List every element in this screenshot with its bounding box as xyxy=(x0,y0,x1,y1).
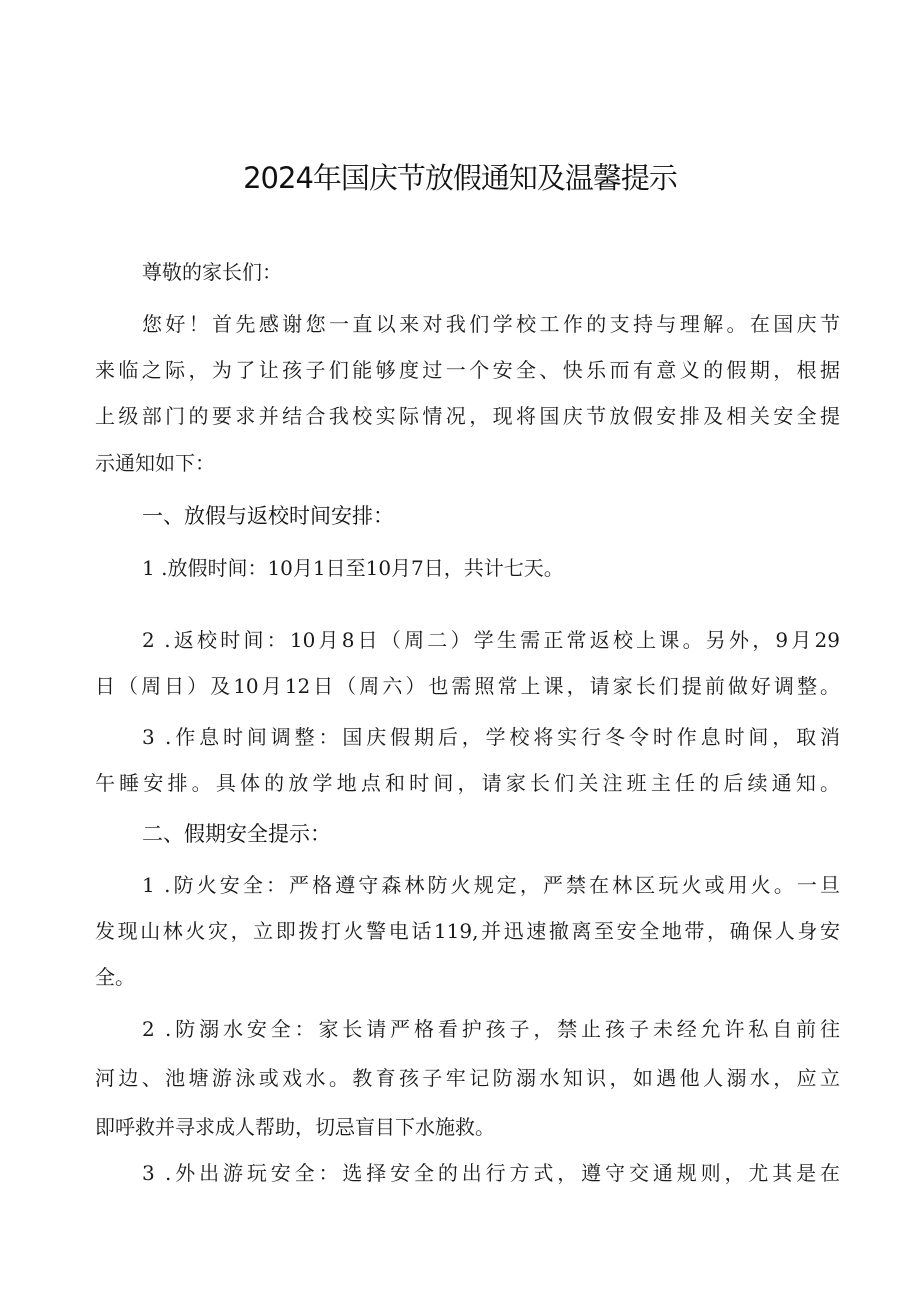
paragraph-line: 日（周日）及10月12日（周六）也需照常上课，请家长们提前做好调整。 xyxy=(95,674,840,698)
paragraph-line: 午睡安排。具体的放学地点和时间，请家长们关注班主任的后续通知。 xyxy=(95,771,840,795)
paragraph-line: 1 .放假时间：10月1日至10月7日，共计七天。 xyxy=(142,556,564,580)
greeting: 尊敬的家长们： xyxy=(142,260,282,284)
intro-line: 上级部门的要求并结合我校实际情况，现将国庆节放假安排及相关安全提 xyxy=(95,404,840,428)
intro-line: 您好！首先感谢您一直以来对我们学校工作的支持与理解。在国庆节 xyxy=(142,312,840,336)
paragraph-line: 发现山林火灾，立即拨打火警电话119,并迅速撤离至安全地带，确保人身安 xyxy=(95,919,840,943)
paragraph-line: 即呼救并寻求成人帮助，切忌盲目下水施救。 xyxy=(95,1115,495,1139)
paragraph-line: 2 .防溺水安全：家长请严格看护孩子，禁止孩子未经允许私自前往 xyxy=(142,1017,840,1041)
intro-line: 来临之际，为了让孩子们能够度过一个安全、快乐而有意义的假期，根据 xyxy=(95,358,840,382)
paragraph-line: 2 .返校时间：10月8日（周二）学生需正常返校上课。另外，9月29 xyxy=(142,628,840,652)
paragraph-line: 3 .作息时间调整：国庆假期后，学校将实行冬令时作息时间，取消 xyxy=(142,725,840,749)
intro-line: 示通知如下： xyxy=(95,451,215,475)
section-heading-safety: 二、假期安全提示： xyxy=(142,822,331,846)
paragraph-line: 1 .防火安全：严格遵守森林防火规定，严禁在林区玩火或用火。一旦 xyxy=(142,873,840,897)
paragraph-line: 3 .外出游玩安全：选择安全的出行方式，遵守交通规则，尤其是在 xyxy=(142,1161,840,1185)
section-heading-schedule: 一、放假与返校时间安排： xyxy=(142,504,394,528)
document-title: 2024年国庆节放假通知及温馨提示 xyxy=(243,161,677,195)
paragraph-line: 河边、池塘游泳或戏水。教育孩子牢记防溺水知识，如遇他人溺水，应立 xyxy=(95,1066,840,1090)
paragraph-line: 全。 xyxy=(95,965,135,989)
